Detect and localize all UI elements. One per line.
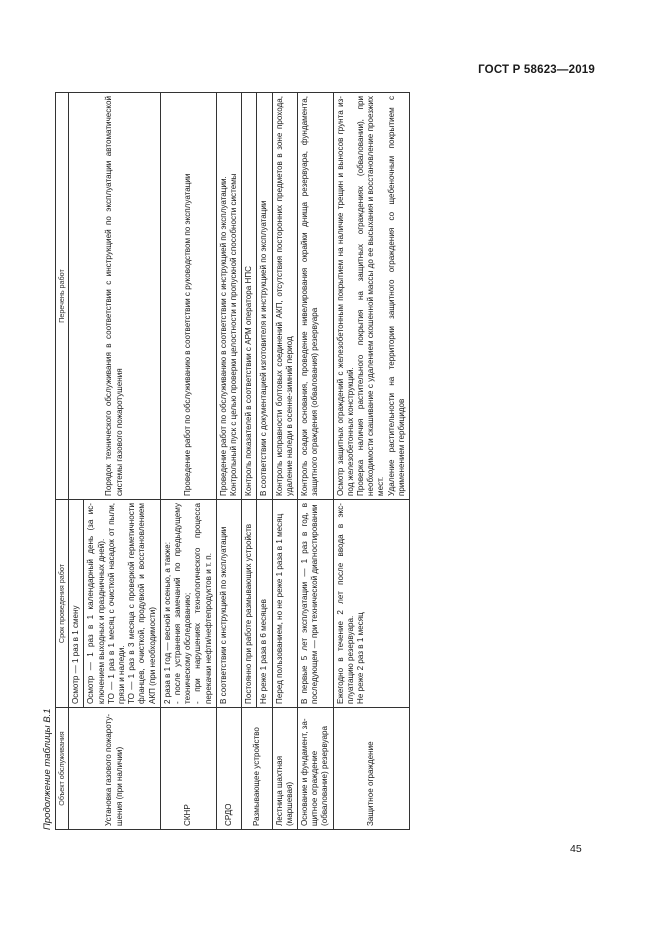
term-text: - после устранения замечаний по предыдущему техническому обследованию; (173, 503, 193, 704)
task-text: Проверка наличия растительного покрытия на защитных ограждениях (обваловании), при необходимости скашивание с удалением скошенной массы до ее высыхания и восстановление проезжих мест. (356, 96, 386, 496)
term-text: ТО — 1 раз в 3 месяца с проверкой герметичности фланцев, очисткой, продувкой и восстановлением АКП (при необходимости) (127, 503, 157, 704)
table-row (160, 93, 216, 830)
term-text: Ежегодно в течение 2 лет после ввода в эксплуатацию резервуара. (335, 503, 355, 704)
task-text: В соответствии с документацией изготовителя и инструкцией по эксплуатации (259, 200, 269, 496)
term-cell (216, 500, 241, 708)
term-cell (69, 500, 84, 708)
table-row (333, 93, 409, 830)
table-row (216, 93, 241, 830)
task-cell (216, 93, 241, 500)
task-cell (160, 93, 216, 500)
term-cell (298, 500, 334, 708)
task-text: Контроль показателей в соответствии с АРМ оператора НПС (244, 266, 254, 496)
term-cell (257, 500, 272, 708)
task-cell (69, 93, 161, 500)
task-text: Осмотр защитных ограждений с железобетонным покрытием на наличие трещин и выносов грунта из-под железобетонных конструкций. (335, 96, 355, 496)
term-cell (84, 500, 160, 708)
term-text: Не реже 2 раз в 1 месяц (356, 612, 366, 704)
task-text: Порядок технического обслуживания в соответствии с инструкцией по эксплуатации автоматической системы газового пожаротушения (104, 96, 124, 496)
term-cell (333, 500, 409, 708)
term-cell (272, 500, 297, 708)
standard-number: ГОСТ Р 58623—2019 (478, 64, 595, 76)
term-text: - при нарушениях технологического процесса перекачки нефти/нефтепродуктов и т. п. (193, 503, 213, 704)
table-row (242, 93, 257, 830)
term-text: Перед пользованием, но не реже 1 раза в 1 месяц (274, 513, 284, 704)
page-number: 45 (570, 843, 582, 855)
term-text: ТО — 1 раз в 1 месяц с очисткой насадок от пыли, грязи и наледи. (106, 503, 127, 704)
term-text: Осмотр — 1 раз в 1 смену (71, 605, 81, 704)
rotated-table-area (42, 93, 587, 830)
column-header-terms: Срок проведения работ (56, 500, 69, 708)
task-text: Контроль исправности болтовых соединений АКП, отсутствия посторонних предметов в зоне прохода, удаление наледи в осенне-зимний период (274, 96, 294, 496)
task-cell (257, 93, 272, 500)
task-cell (333, 93, 409, 500)
column-header-object: Объект обслуживания (56, 708, 69, 830)
term-cell (160, 500, 216, 708)
column-header-tasks: Перечень работ (56, 93, 69, 500)
table-header-row (56, 93, 69, 830)
term-text: В соответствии с инструкцией по эксплуатации (218, 526, 228, 704)
object-cell: Установка газового пожаротушения (при наличии) (69, 708, 161, 830)
task-text: Удаление растительности на территории защитного ограждения со щебеночным покрытием с применением гербицидов (386, 96, 406, 496)
table-row (69, 93, 84, 830)
object-cell: СРДО (216, 708, 241, 830)
maintenance-table (55, 92, 410, 830)
object-cell: Лестница шахтная (маршевая) (272, 708, 297, 830)
task-text: Контрольный пуск с целью проверки целостности и пропускной способности системы (229, 173, 239, 496)
term-cell (242, 500, 257, 708)
term-text: Не реже 1 раза в 6 месяцев (259, 599, 269, 704)
task-text: Контроль осадки основания, проведение нивелирования окрайки днища резервуара, фундамента, защитного ограждения (обвалования) резервуара (300, 96, 320, 496)
table-caption: Продолжение таблицы В.1 (42, 708, 53, 830)
task-cell (298, 93, 334, 500)
term-text: Постоянно при работе размывающих устройств (244, 523, 254, 704)
term-text: 2 раза в 1 год — весной и осенью, а также: (162, 542, 172, 704)
object-cell: Основание и фундамент, защитное ограждение (обвалование) резервуара (298, 708, 334, 830)
task-text: Проведение работ по обслуживанию в соответствии с инструкцией по эксплуатации. (218, 176, 228, 496)
term-text: Осмотр — 1 раз в 1 календарный день (за исключением выходных и праздничных дней). (86, 503, 106, 704)
task-cell (242, 93, 257, 500)
object-cell: СКНР (160, 708, 216, 830)
task-cell (272, 93, 297, 500)
object-cell: Размывающее устройство (242, 708, 272, 830)
term-text: В первые 5 лет эксплуатации — 1 раз в год, в последующем — при технической диагностировании (300, 503, 320, 704)
object-cell: Защитное ограждение (333, 708, 409, 830)
table-row (272, 93, 297, 830)
table-row (298, 93, 334, 830)
task-text: Проведение работ по обслуживанию в соответствии с руководством по эксплуатации (183, 173, 193, 496)
